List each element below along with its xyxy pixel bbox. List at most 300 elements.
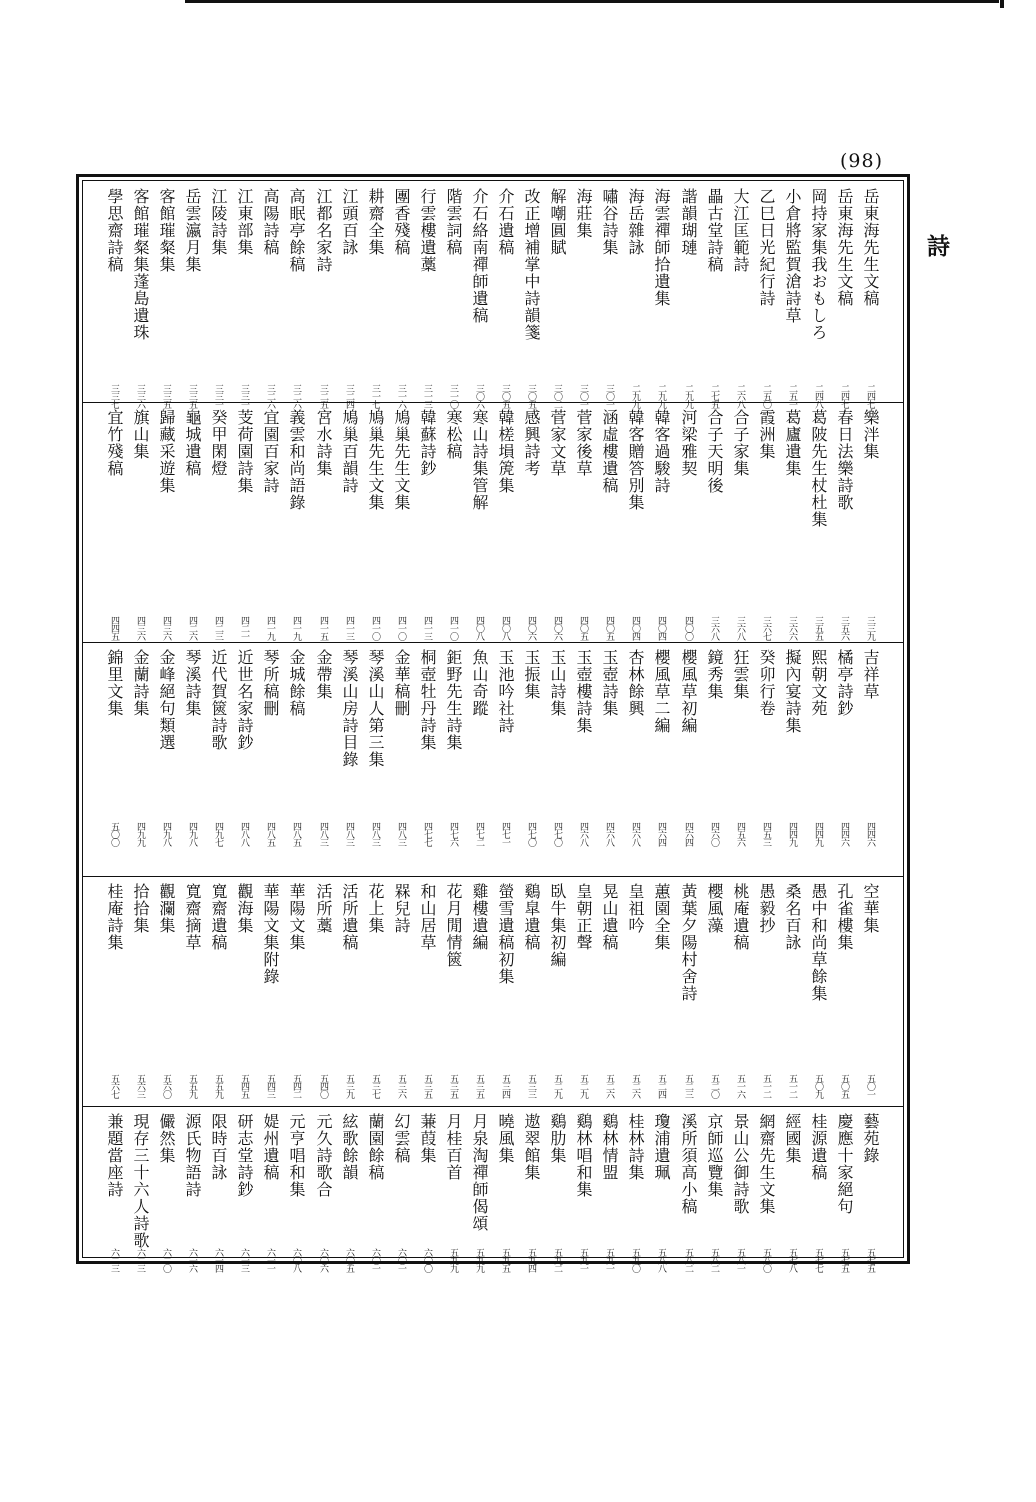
entry-title: 介石遺稿 xyxy=(496,188,515,256)
entry-page-number: 五九一 xyxy=(578,1248,588,1272)
entry-title: 岳雲瀛月集 xyxy=(183,188,202,273)
entry-title: 元亨唱和集 xyxy=(287,1113,306,1198)
entry-page-number: 六〇八 xyxy=(291,1248,301,1272)
band-divider xyxy=(82,1106,904,1107)
entry-title: 階雲詞稿 xyxy=(444,188,463,256)
entry-title: 岳東海先生文稿 xyxy=(861,188,880,307)
entry-page-number: 六二三 xyxy=(135,1248,145,1272)
entry-title: 玉振集 xyxy=(522,649,541,700)
entry-page-number: 五〇五 xyxy=(839,1074,849,1098)
entry-page-number: 四八八 xyxy=(239,822,249,846)
entry-page-number: 四七二 xyxy=(474,822,484,846)
entry-page-number: 四六八 xyxy=(578,822,588,846)
entry-title: 旗山集 xyxy=(131,409,150,460)
entry-title: 金城餘稿 xyxy=(287,649,306,717)
entry-title: 桑名百詠 xyxy=(783,883,802,951)
entry-page-number: 五三五 xyxy=(448,1074,458,1098)
entry-page-number: 五九〇 xyxy=(630,1248,640,1272)
entry-page-number: 五九五 xyxy=(500,1248,510,1272)
entry-title: 近世名家詩鈔 xyxy=(235,649,254,751)
entry-page-number: 三一六 xyxy=(396,384,406,408)
entry-page-number: 三〇一 xyxy=(604,384,614,408)
entry-title: 藝苑錄 xyxy=(861,1113,880,1164)
entry-title: 義雲和尚語錄 xyxy=(287,409,306,511)
entry-title: 熙朝文苑 xyxy=(809,649,828,717)
entry-title: 鷄林唱和集 xyxy=(574,1113,593,1198)
entry-title: 媞州遺稿 xyxy=(261,1113,280,1181)
entry-title: 團香殘稿 xyxy=(392,188,411,256)
entry-page-number: 五九二 xyxy=(552,1248,562,1272)
entry-page-number: 三三一 xyxy=(213,384,223,408)
entry-page-number: 五三七 xyxy=(370,1074,380,1098)
entry-title: 櫻風草初編 xyxy=(679,649,698,734)
entry-title: 桂庵詩集 xyxy=(105,883,124,951)
entry-title: 玉壺樓詩集 xyxy=(574,649,593,734)
entry-title: 近代賀篋詩歌 xyxy=(209,649,228,751)
entry-page-number: 五二〇 xyxy=(709,1074,719,1098)
entry-title: 鉅野先生詩集 xyxy=(444,649,463,751)
entry-page-number: 二九九 xyxy=(683,384,693,408)
entry-title: 皇朝正聲 xyxy=(574,883,593,951)
entry-title: 鷄皐遺稿 xyxy=(522,883,541,951)
entry-title: 花上集 xyxy=(366,883,385,934)
entry-title: 狂雲集 xyxy=(731,649,750,700)
category-heading: 詩 xyxy=(923,234,950,257)
entry-title: 幻雲稿 xyxy=(392,1113,411,1164)
entry-title: 介石絡南禪師遺稿 xyxy=(470,188,489,324)
entry-title: 江陵詩集 xyxy=(209,188,228,256)
entry-page-number: 五九九 xyxy=(448,1248,458,1272)
entry-page-number: 四〇四 xyxy=(656,616,666,640)
entry-title: 觀瀾集 xyxy=(157,883,176,934)
entry-title: 玉池吟社詩 xyxy=(496,649,515,734)
entry-title: 江頭百詠 xyxy=(340,188,359,256)
entry-title: 金峰絕句類選 xyxy=(157,649,176,751)
entry-page-number: 四一〇 xyxy=(370,616,380,640)
entry-title: 葛廬遺集 xyxy=(783,409,802,477)
entry-title: 河梁雅契 xyxy=(679,409,698,477)
entry-page-number: 四四六 xyxy=(865,822,875,846)
entry-page-number: 五〇一 xyxy=(865,1074,875,1098)
entry-page-number: 四七七 xyxy=(422,822,432,846)
entry-page-number: 四〇六 xyxy=(552,616,562,640)
entry-page-number: 四三六 xyxy=(135,616,145,640)
entry-title: 金華稿刪 xyxy=(392,649,411,717)
entry-title: 宮水詩集 xyxy=(314,409,333,477)
entry-page-number: 四八五 xyxy=(265,822,275,846)
entry-page-number: 四〇五 xyxy=(604,616,614,640)
entry-title: 活所遺稿 xyxy=(340,883,359,951)
entry-title: 研志堂詩鈔 xyxy=(235,1113,254,1198)
entry-page-number: 四八三 xyxy=(370,822,380,846)
entry-page-number: 五七五 xyxy=(839,1248,849,1272)
entry-page-number: 三〇五 xyxy=(500,384,510,408)
entry-page-number: 五四五 xyxy=(239,1074,249,1098)
entry-page-number: 三〇二 xyxy=(552,384,562,408)
entry-page-number: 五八〇 xyxy=(761,1248,771,1272)
entry-title: 岡持家集我おもしろ xyxy=(809,188,828,341)
entry-page-number: 六二〇 xyxy=(161,1248,171,1272)
entry-page-number: 五四三 xyxy=(265,1074,275,1098)
entry-page-number: 五〇九 xyxy=(813,1074,823,1098)
entry-page-number: 五五九 xyxy=(187,1074,197,1098)
entry-title: 網齋先生文集 xyxy=(757,1113,776,1215)
entry-title: 琴所稿刪 xyxy=(261,649,280,717)
entry-page-number: 三二六 xyxy=(265,384,275,408)
entry-title: 黃葉夕陽村舍詩 xyxy=(679,883,698,1002)
entry-title: 華陽文集附錄 xyxy=(261,883,280,985)
entry-title: 蕙園全集 xyxy=(652,883,671,951)
entry-page-number: 五〇〇 xyxy=(109,822,119,846)
entry-title: 愚中和尚草餘集 xyxy=(809,883,828,1002)
entry-page-number: 五三五 xyxy=(474,1074,484,1098)
entry-page-number: 三〇一 xyxy=(578,384,588,408)
entry-page-number: 三五六 xyxy=(839,616,849,640)
entry-page-number: 四一九 xyxy=(265,616,275,640)
entry-page-number: 五九九 xyxy=(474,1248,484,1272)
entry-title: 桃庵遺稿 xyxy=(731,883,750,951)
entry-title: 魚山奇蹤 xyxy=(470,649,489,717)
entry-page-number: 四八三 xyxy=(318,822,328,846)
entry-title: 蘭園餘稿 xyxy=(366,1113,385,1181)
entry-title: 錦里文集 xyxy=(105,649,124,717)
entry-title: 曉風集 xyxy=(496,1113,515,1164)
entry-page-number: 六〇六 xyxy=(318,1248,328,1272)
entry-title: 兼題當座詩 xyxy=(105,1113,124,1198)
entry-page-number: 五一二 xyxy=(761,1074,771,1098)
entry-title: 景山公御詩歌 xyxy=(731,1113,750,1215)
entry-title: 金蘭詩集 xyxy=(131,649,150,717)
entry-page-number: 五七七 xyxy=(813,1248,823,1272)
entry-title: 龜城遺稿 xyxy=(183,409,202,477)
entry-page-number: 四二一 xyxy=(239,616,249,640)
entry-page-number: 五二九 xyxy=(578,1074,588,1098)
entry-page-number: 二五一 xyxy=(787,384,797,408)
entry-page-number: 三六七 xyxy=(761,616,771,640)
entry-title: 琴溪山人第三集 xyxy=(366,649,385,768)
entry-page-number: 四一三 xyxy=(422,616,432,640)
entry-title: 葛陂先生杖杜集 xyxy=(809,409,828,528)
entry-page-number: 四六四 xyxy=(656,822,666,846)
entry-page-number: 五六七 xyxy=(109,1074,119,1098)
entry-title: 鷄林情盟 xyxy=(600,1113,619,1181)
entry-page-number: 二四七 xyxy=(865,384,875,408)
entry-title: 臥牛集初編 xyxy=(548,883,567,968)
entry-title: 大江匡範詩 xyxy=(731,188,750,273)
entry-page-number: 四八三 xyxy=(344,822,354,846)
entry-page-number: 五二六 xyxy=(604,1074,614,1098)
entry-page-number: 五二六 xyxy=(630,1074,640,1098)
entry-page-number: 三二六 xyxy=(291,384,301,408)
entry-title: 畾古堂詩稿 xyxy=(705,188,724,273)
entry-page-number: 二四八 xyxy=(813,384,823,408)
entry-title: 諧韻瑚璉 xyxy=(679,188,698,256)
entry-title: 嘯谷詩集 xyxy=(600,188,619,256)
entry-page-number: 六一六 xyxy=(187,1248,197,1272)
entry-title: 客館璀粲集 xyxy=(157,188,176,273)
entry-page-number: 五三三 xyxy=(526,1074,536,1098)
entry-page-number: 四九八 xyxy=(161,822,171,846)
entry-page-number: 四二六 xyxy=(187,616,197,640)
entry-page-number: 五三六 xyxy=(396,1074,406,1098)
entry-page-number: 五八二 xyxy=(683,1248,693,1272)
entry-page-number: 四一五 xyxy=(318,616,328,640)
entry-title: 槑兒詩 xyxy=(392,883,411,934)
entry-page-number: 六〇五 xyxy=(344,1248,354,1272)
entry-page-number: 三〇六 xyxy=(474,384,484,408)
entry-page-number: 四四五 xyxy=(109,616,119,640)
entry-title: 歸藏采遊集 xyxy=(157,409,176,494)
entry-title: 寬齋摘草 xyxy=(183,883,202,951)
entry-title: 花月閒情篋 xyxy=(444,883,463,968)
entry-page-number: 三〇五 xyxy=(526,384,536,408)
entry-title: 韓槎塤箎集 xyxy=(496,409,515,494)
band-divider xyxy=(82,876,904,877)
entry-title: 吉祥草 xyxy=(861,649,880,700)
entry-title: 蒹葭集 xyxy=(418,1113,437,1164)
entry-title: 杏林餘興 xyxy=(626,649,645,717)
entry-page-number: 四七一 xyxy=(500,822,510,846)
entry-title: 源氏物語詩 xyxy=(183,1113,202,1198)
entry-page-number: 二六八 xyxy=(735,384,745,408)
entry-page-number: 四五六 xyxy=(735,822,745,846)
entry-page-number: 三一七 xyxy=(370,384,380,408)
entry-title: 桂林詩集 xyxy=(626,1113,645,1181)
entry-page-number: 三三五 xyxy=(161,384,171,408)
entry-page-number: 五七八 xyxy=(787,1248,797,1272)
entry-title: 癸卯行卷 xyxy=(757,649,776,717)
entry-title: 行雲樓遺藁 xyxy=(418,188,437,273)
entry-page-number: 四九七 xyxy=(213,822,223,846)
entry-page-number: 五四〇 xyxy=(318,1074,328,1098)
entry-page-number: 六〇一 xyxy=(370,1248,380,1272)
entry-title: 桐壺牡丹詩集 xyxy=(418,649,437,751)
entry-page-number: 四八三 xyxy=(396,822,406,846)
entry-page-number: 四六〇 xyxy=(709,822,719,846)
entry-page-number: 二七五 xyxy=(709,384,719,408)
entry-page-number: 四〇六 xyxy=(526,616,536,640)
entry-title: 鷄肋集 xyxy=(548,1113,567,1164)
entry-page-number: 三三七 xyxy=(109,384,119,408)
entry-title: 現存三十六人詩歌 xyxy=(131,1113,150,1249)
entry-title: 月桂百首 xyxy=(444,1113,463,1181)
entry-title: 限時百詠 xyxy=(209,1113,228,1181)
entry-title: 晃山遺稿 xyxy=(600,883,619,951)
entry-title: 海莊集 xyxy=(574,188,593,239)
entry-title: 韓蘇詩鈔 xyxy=(418,409,437,477)
entry-page-number: 六一一 xyxy=(265,1248,275,1272)
entry-title: 合子家集 xyxy=(731,409,750,477)
entry-page-number: 四四九 xyxy=(787,822,797,846)
top-rule-tick xyxy=(1000,0,1004,8)
entry-page-number: 四四九 xyxy=(813,822,823,846)
entry-title: 元久詩歌合 xyxy=(314,1113,333,1198)
entry-page-number: 三一〇 xyxy=(448,384,458,408)
entry-page-number: 五二三 xyxy=(683,1074,693,1098)
entry-title: 桂源遺稿 xyxy=(809,1113,828,1181)
entry-page-number: 六一四 xyxy=(213,1248,223,1272)
entry-page-number: 五三四 xyxy=(500,1074,510,1098)
entry-page-number: 二九九 xyxy=(656,384,666,408)
entry-title: 孔雀樓集 xyxy=(835,883,854,951)
entry-title: 合子天明後 xyxy=(705,409,724,494)
band-divider xyxy=(82,402,904,403)
entry-page-number: 五二四 xyxy=(656,1074,666,1098)
entry-page-number: 二四七 xyxy=(839,384,849,408)
entry-page-number: 五五九 xyxy=(213,1074,223,1098)
entry-page-number: 四五三 xyxy=(761,822,771,846)
entry-title: 樂泮集 xyxy=(861,409,880,460)
entry-title: 寒松稿 xyxy=(444,409,463,460)
entry-title: 芰荷園詩集 xyxy=(235,409,254,494)
entry-page-number: 三六八 xyxy=(735,616,745,640)
entry-title: 櫻風草二編 xyxy=(652,649,671,734)
entry-page-number: 三三六 xyxy=(135,384,145,408)
entry-title: 和山居草 xyxy=(418,883,437,951)
entry-title: 春日法樂詩歌 xyxy=(835,409,854,511)
entry-page-number: 三一三 xyxy=(422,384,432,408)
entry-title: 櫻風藻 xyxy=(705,883,724,934)
entry-title: 絃歌餘韻 xyxy=(340,1113,359,1181)
entry-title: 寬齋遺稿 xyxy=(209,883,228,951)
entry-title: 慶應十家絕句 xyxy=(835,1113,854,1215)
entry-page-number: 五八一 xyxy=(735,1248,745,1272)
entry-page-number: 二九九 xyxy=(630,384,640,408)
entry-title: 寒山詩集管解 xyxy=(470,409,489,511)
entry-title: 空華集 xyxy=(861,883,880,934)
entry-page-number: 五六〇 xyxy=(161,1074,171,1098)
entry-title: 學思齋詩稿 xyxy=(105,188,124,273)
entry-page-number: 五一六 xyxy=(735,1074,745,1098)
entry-page-number: 四一九 xyxy=(291,616,301,640)
entry-title: 客館璀粲集蓬島遺珠 xyxy=(131,188,150,341)
entry-title: 江東部集 xyxy=(235,188,254,256)
entry-page-number: 四〇四 xyxy=(630,616,640,640)
entry-title: 高陽詩稿 xyxy=(261,188,280,256)
entry-page-number: 五一二 xyxy=(787,1074,797,1098)
entry-title: 岳東海先生文稿 xyxy=(835,188,854,307)
entry-title: 琴溪山房詩目錄 xyxy=(340,649,359,768)
entry-title: 溪所須高小稿 xyxy=(679,1113,698,1215)
entry-title: 高眠亭餘稿 xyxy=(287,188,306,273)
entry-page-number: 五九四 xyxy=(526,1248,536,1272)
entry-title: 鏡秀集 xyxy=(705,649,724,700)
entry-page-number: 四一〇 xyxy=(396,616,406,640)
entry-page-number: 五八二 xyxy=(709,1248,719,1272)
entry-title: 玉山詩集 xyxy=(548,649,567,717)
entry-page-number: 四二三 xyxy=(213,616,223,640)
entry-page-number: 四〇八 xyxy=(500,616,510,640)
entry-title: 玉壺詩集 xyxy=(600,649,619,717)
entry-page-number: 四六四 xyxy=(683,822,693,846)
band-divider xyxy=(82,642,904,643)
entry-page-number: 三三五 xyxy=(187,384,197,408)
entry-title: 宜竹殘稿 xyxy=(105,409,124,477)
entry-title: 改正增補掌中詩韻箋 xyxy=(522,188,541,341)
entry-title: 感興詩考 xyxy=(522,409,541,477)
entry-page-number: 三六八 xyxy=(709,616,719,640)
entry-page-number: 六〇一 xyxy=(396,1248,406,1272)
entry-title: 鳩巢先生文集 xyxy=(392,409,411,511)
entry-title: 宜園百家詩 xyxy=(261,409,280,494)
entry-title: 瓊浦遺珮 xyxy=(652,1113,671,1181)
entry-page-number: 五六三 xyxy=(135,1074,145,1098)
entry-title: 擬內宴詩集 xyxy=(783,649,802,734)
entry-page-number: 二五〇 xyxy=(761,384,771,408)
entry-title: 癸甲閑燈 xyxy=(209,409,228,477)
entry-title: 菅家後草 xyxy=(574,409,593,477)
entry-title: 活所藁 xyxy=(314,883,333,934)
entry-title: 鳩巢百韻詩 xyxy=(340,409,359,494)
entry-page-number: 四〇八 xyxy=(474,616,484,640)
entry-page-number: 四六八 xyxy=(630,822,640,846)
entry-page-number: 三二四 xyxy=(344,384,354,408)
entry-title: 霞洲集 xyxy=(757,409,776,460)
entry-page-number: 三六六 xyxy=(787,616,797,640)
entry-title: 鳩巢先生文集 xyxy=(366,409,385,511)
entry-page-number: 六一三 xyxy=(239,1248,249,1272)
entry-page-number: 四一〇 xyxy=(448,616,458,640)
entry-title: 華陽文集 xyxy=(287,883,306,951)
entry-page-number: 五三九 xyxy=(344,1074,354,1098)
entry-title: 琴溪詩集 xyxy=(183,649,202,717)
entry-page-number: 三二五 xyxy=(318,384,328,408)
entry-page-number: 四七〇 xyxy=(552,822,562,846)
entry-title: 海岳雜詠 xyxy=(626,188,645,256)
entry-title: 乙巳日光紀行詩 xyxy=(757,188,776,307)
entry-title: 金帶集 xyxy=(314,649,333,700)
entry-page-number: 四〇五 xyxy=(578,616,588,640)
entry-title: 海雲禪師拾遺集 xyxy=(652,188,671,307)
entry-page-number: 六〇〇 xyxy=(422,1248,432,1272)
entry-title: 月泉淘禪師偈頌 xyxy=(470,1113,489,1232)
entry-page-number: 五九一 xyxy=(604,1248,614,1272)
top-rule xyxy=(185,0,999,3)
entry-title: 橘亭詩鈔 xyxy=(835,649,854,717)
entry-page-number: 四〇〇 xyxy=(683,616,693,640)
entry-page-number: 三三一 xyxy=(239,384,249,408)
entry-title: 韓客過駿詩 xyxy=(652,409,671,494)
entry-title: 解嘲圓賦 xyxy=(548,188,567,256)
entry-title: 觀海集 xyxy=(235,883,254,934)
entry-page-number: 四七六 xyxy=(448,822,458,846)
entry-title: 經國集 xyxy=(783,1113,802,1164)
entry-page-number: 四九八 xyxy=(187,822,197,846)
entry-title: 菅家文草 xyxy=(548,409,567,477)
entry-page-number: 四六八 xyxy=(604,822,614,846)
entry-title: 拾拾集 xyxy=(131,883,150,934)
entry-title: 皇祖吟 xyxy=(626,883,645,934)
entry-page-number: 四七〇 xyxy=(526,822,536,846)
entry-title: 儼然集 xyxy=(157,1113,176,1164)
entry-page-number: 五二九 xyxy=(552,1074,562,1098)
entry-page-number: 四八五 xyxy=(291,822,301,846)
entry-page-number: 六二三 xyxy=(109,1248,119,1272)
entry-page-number: 四一三 xyxy=(344,616,354,640)
entry-title: 江都名家詩 xyxy=(314,188,333,273)
entry-title: 遨翠館集 xyxy=(522,1113,541,1181)
entry-title: 京師巡覽集 xyxy=(705,1113,724,1198)
entry-page-number: 四三六 xyxy=(161,616,171,640)
entry-title: 耕齋全集 xyxy=(366,188,385,256)
entry-title: 雞樓遺編 xyxy=(470,883,489,951)
entry-page-number: 五七五 xyxy=(865,1248,875,1272)
entry-title: 螢雪遺稿初集 xyxy=(496,883,515,985)
entry-page-number: 四四六 xyxy=(839,822,849,846)
entry-page-number: 五八八 xyxy=(656,1248,666,1272)
entry-title: 小倉將監賀滄詩草 xyxy=(783,188,802,324)
entry-page-number: 三五五 xyxy=(813,616,823,640)
